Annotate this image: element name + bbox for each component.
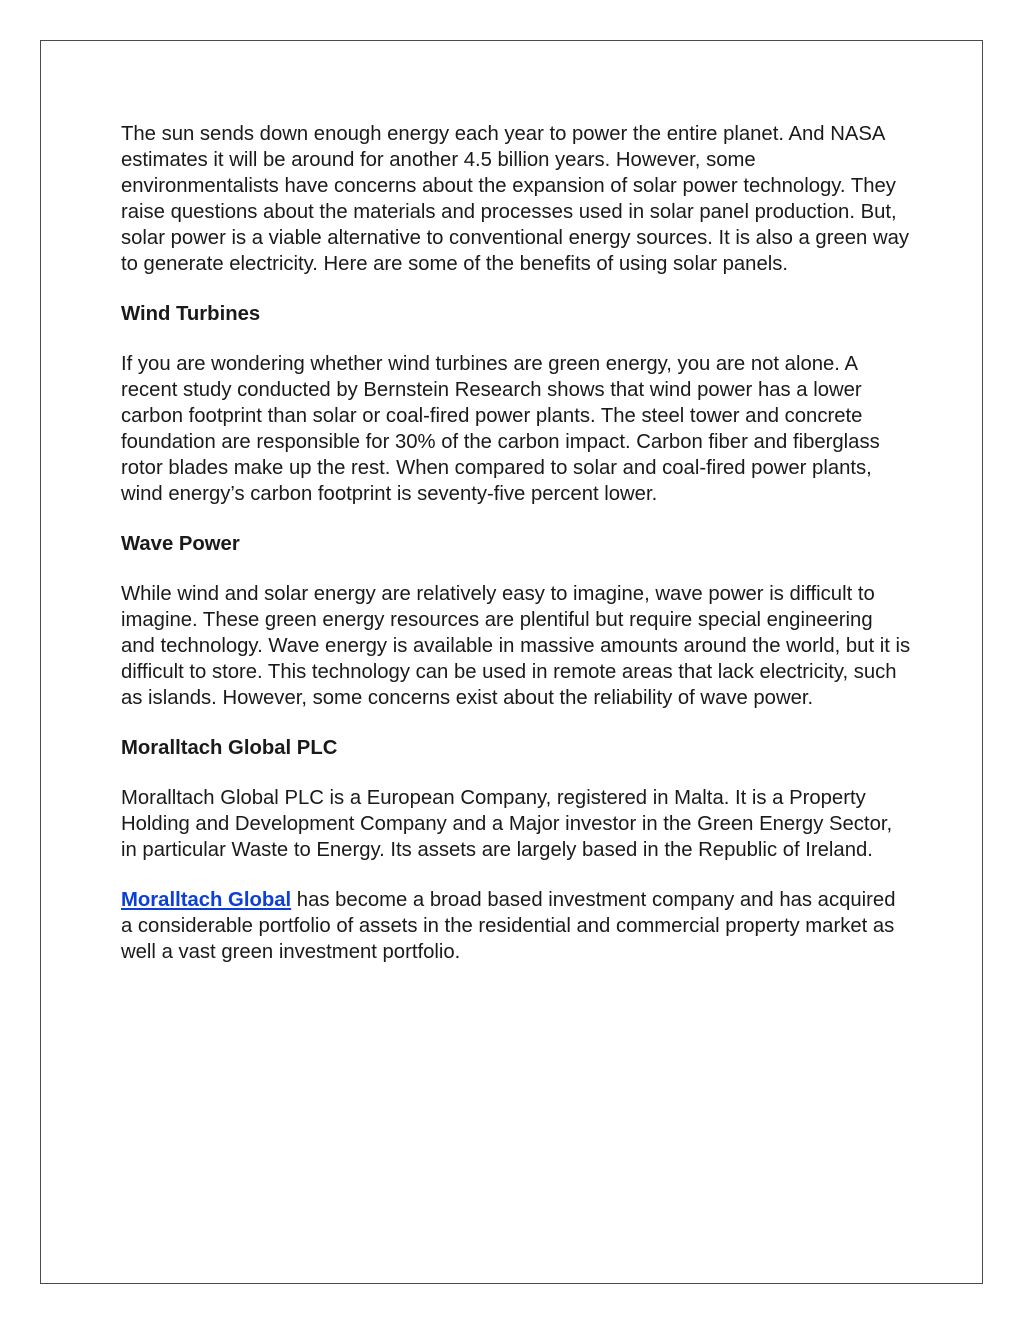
heading-moralltach-global-plc: Moralltach Global PLC: [121, 737, 338, 759]
document-body: [121, 121, 911, 989]
heading-wave-power: Wave Power: [121, 533, 240, 555]
heading-wind-turbines: Wind Turbines: [121, 303, 261, 325]
intro-paragraph: The sun sends down enough energy each year to power the entire planet. And NASA estimates it will be around for another 4.5 billion years. However, some environmentalists have concerns about the expansion of solar power technology. They raise questions about the materials and processes used in solar panel production. But, solar power is a viable alternative to conventional energy sources. It is also a green way to generate electricity. Here are some of the benefits of using solar panels.: [121, 123, 910, 275]
paragraph-wave-power: While wind and solar energy are relatively easy to imagine, wave power is difficult to imagine. These green energy resources are plentiful but require special engineering and technology. Wave energy is available in massive amounts around the world, but it is difficult to store. This technology can be used in remote areas that lack electricity, such as islands. However, some concerns exist about the reliability of wave power.: [121, 583, 911, 709]
paragraph-moralltach-global-plc: Moralltach Global PLC is a European Company, registered in Malta. It is a Property Holding and Development Company and a Major investor in the Green Energy Sector, in particular Waste to Energy. Its assets are largely based in the Republic of Ireland.: [121, 787, 893, 861]
closing-text: has become a broad based investment company and has acquired a considerable portfolio of assets in the residential and commercial property market as well a vast green investment portfolio.: [121, 889, 896, 963]
moralltach-global-link[interactable]: Moralltach Global: [121, 889, 292, 911]
paragraph-wind-turbines: If you are wondering whether wind turbines are green energy, you are not alone. A recent study conducted by Bernstein Research shows that wind power has a lower carbon footprint than solar or coal-fired power plants. The steel tower and concrete foundation are responsible for 30% of the carbon impact. Carbon fiber and fiberglass rotor blades make up the rest. When compared to solar and coal-fired power plants, wind energy’s carbon footprint is seventy-five percent lower.: [121, 353, 880, 505]
closing-paragraph: [121, 887, 911, 965]
